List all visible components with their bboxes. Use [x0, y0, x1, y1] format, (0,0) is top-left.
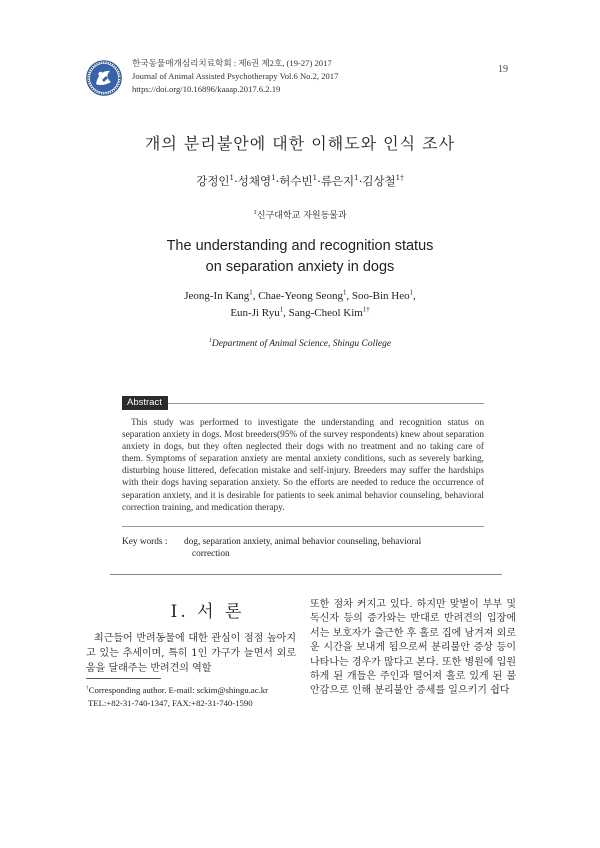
author-list-korean: 강정인$^1$·성채영$^1$·허수빈$^1$·류은지$^1$·김상철$^{1\dagger}$ — [196, 173, 404, 188]
author-list-english: Jeong-In Kang$^1$, Chae-Yeong Seong$^1$, Soo-Bin Heo$^1$, Eun-Ji Ryu$^1$, Sang-Cheol Kim$^{1\dagger}$ — [184, 289, 416, 319]
author-name: Chae-Yeong Seong — [258, 290, 343, 302]
author-name: 류은지 — [320, 174, 355, 188]
journal-header-english: Journal of Animal Assisted Psychotherapy Vol.6 No.2, 2017 — [132, 71, 339, 81]
corresponding-author-email: Corresponding author. E-mail: sckim@shingu.ac.kr — [88, 685, 268, 695]
affiliation-english: $^1$Department of Animal Science, Shingu College — [208, 337, 392, 349]
paper-title-english: The understanding and recognition status on separation anxiety in dogs — [166, 238, 434, 275]
paper-title-korean: 개의 분리불안에 대한 이해도와 인식 조사 — [144, 134, 456, 153]
author-name: 강정인 — [196, 174, 230, 188]
author-name: Sang-Cheol Kim — [288, 307, 363, 319]
abstract-text: This study was performed to investigate the understanding and recognition status on separation anxiety in dogs. Most breeders(95% of the survey respondents) knew about separation anxiety in dogs, but they often neglected their dogs with no treatment and no taking care of them. Symptoms of separation anxiety are mental anxiety conditions, such as severely barking, disturbing house littered, defecation mistake and self-injury. Breeders may suffer the hardships with their dogs having separation anxiety. So the efforts are needed to reduce the occurrence of separation anxiety, and it is desirable for patients to seek animal behavior counseling, behavioral correction training, and medication therapy. — [122, 418, 484, 513]
footnote-rule — [86, 678, 161, 679]
keywords-label: Key words : — [122, 537, 168, 547]
abstract-top-rule — [122, 403, 484, 404]
body-text-right-column: 또한 점차 커지고 있다. 하지만 맞벌이 부부 및 독신자 등의 증가와는 반대로 반려견의 입장에서는 보호자가 출근한 후 홀로 집에 남겨져 외로운 시간을 보내게 됨으로써 분리불안 증상 등이 나타나는 경우가 많다고 본다. 또한 병원에 입원하게 된 개들은 주인과 떨어져 홀로 있게 된 불안감으로 인해 분리불안 증세를 일으키기 쉽다 — [310, 599, 516, 697]
author-name: 김상철 — [362, 174, 396, 188]
contact-phone-fax: TEL:+82-31-740-1347, FAX:+82-31-740-1590 — [88, 697, 253, 708]
journal-header-korean: 한국동물매개심리치료학회 : 제6권 제2호, (19-27) 2017 — [132, 58, 332, 68]
author-name: Jeong-In Kang — [184, 290, 250, 302]
section-heading-introduction: Ⅰ. 서 론 — [170, 602, 245, 622]
affiliation-korean: $^1$신구대학교 자원동물과 — [253, 210, 347, 221]
author-name: 성채영 — [237, 174, 272, 188]
association-seal-logo — [86, 60, 122, 96]
author-name: Eun-Ji Ryu — [230, 307, 280, 319]
body-text-left-column: 최근들어 반려동물에 대한 관심이 점점 높아지고 있는 추세이며, 특히 1인 가구가 늘면서 외로움을 달래주는 반려견의 역할 — [86, 633, 296, 674]
doi-link[interactable]: https://doi.org/10.16896/kaaap.2017.6.2.19 — [132, 84, 281, 94]
author-name: Soo-Bin Heo — [351, 290, 410, 302]
author-name: 허수빈 — [279, 174, 313, 188]
keywords — [122, 536, 484, 560]
abstract-label: Abstract — [122, 396, 168, 410]
footnote: †Corresponding author. E-mail: sckim@shingu.ac.kr TEL:+82-31-740-1347, FAX:+82-31-740-1590 — [86, 684, 301, 709]
abstract-bottom-rule — [122, 526, 484, 527]
keywords-value: dog, separation anxiety, animal behavior counseling, behavioral correction — [184, 537, 422, 559]
page-number: 19 — [498, 64, 508, 75]
section-divider — [110, 574, 502, 575]
